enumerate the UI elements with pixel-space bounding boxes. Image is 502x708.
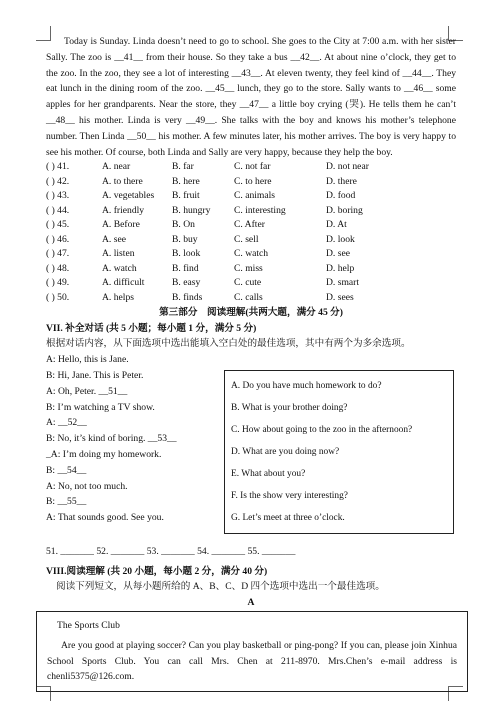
- sports-club-title: The Sports Club: [57, 619, 120, 631]
- option-choice: C. After: [234, 219, 265, 231]
- section-eight-instructions: 阅读下列短文，从每小题所给的 A、B、C、D 四个选项中选出一个最佳选项。: [56, 581, 385, 593]
- option-choice: C. to here: [234, 175, 272, 187]
- answer-line: 51. _______ 52. _______ 53. _______ 54. _______ 55. _______: [46, 546, 296, 558]
- option-choice: C. watch: [234, 248, 269, 260]
- option-choice: B. find: [172, 262, 199, 274]
- question-number: ( ) 50.: [46, 291, 70, 303]
- option-choice: D. not near: [326, 161, 369, 173]
- dialogue-line: B: No, it’s kind of boring. __53__: [46, 433, 177, 445]
- option-choice: D. boring: [326, 204, 363, 216]
- option-choice: A. listen: [102, 248, 135, 260]
- option-choice: A. helps: [102, 291, 134, 303]
- option-row: [46, 160, 456, 175]
- option-row: [46, 218, 456, 233]
- option-row: [46, 262, 456, 277]
- dialogue-line: B: I’m watching a TV show.: [46, 401, 155, 413]
- dialogue-line: B: Hi, Jane. This is Peter.: [46, 369, 144, 381]
- option-choice: D. see: [326, 248, 350, 260]
- choice-option: A. Do you have much homework to do?: [231, 381, 382, 392]
- option-choice: B. buy: [172, 233, 198, 245]
- option-row: [46, 291, 456, 306]
- dialogue-line: A: __52__: [46, 417, 87, 429]
- option-choice: D. At: [326, 219, 347, 231]
- section-eight-title: VIII.阅读理解 (共 20 小题，每小题 2 分，满分 40 分): [46, 566, 268, 578]
- option-choice: C. miss: [234, 262, 263, 274]
- dialogue-line: A: No, not too much.: [46, 480, 128, 492]
- question-number: ( ) 43.: [46, 190, 70, 202]
- dialogue-line: B: __55__: [46, 496, 87, 508]
- question-number: ( ) 44.: [46, 204, 70, 216]
- option-row: [46, 204, 456, 219]
- option-choice: D. smart: [326, 277, 360, 289]
- option-choice: C. animals: [234, 190, 276, 202]
- option-choice: B. On: [172, 219, 195, 231]
- option-choice: B. fruit: [172, 190, 200, 202]
- option-choice: A. Before: [102, 219, 140, 231]
- choice-option: G. Let’s meet at three o’clock.: [231, 513, 345, 524]
- option-choice: B. hungry: [172, 204, 211, 216]
- option-choice: D. help: [326, 262, 355, 274]
- option-choice: D. food: [326, 190, 356, 202]
- section-seven-title: VII. 补全对话 (共 5 小题；每小题 1 分，满分 5 分): [46, 323, 257, 335]
- option-choice: A. watch: [102, 262, 137, 274]
- option-choice: C. cute: [234, 277, 262, 289]
- choice-option: E. What about you?: [231, 469, 306, 480]
- dialogue-line: B: __54__: [46, 464, 87, 476]
- dialogue-area: [46, 352, 456, 564]
- question-number: ( ) 42.: [46, 175, 70, 187]
- question-number: ( ) 45.: [46, 219, 70, 231]
- option-row: [46, 247, 456, 262]
- question-number: ( ) 47.: [46, 248, 70, 260]
- option-choice: C. sell: [234, 233, 259, 245]
- question-number: ( ) 48.: [46, 262, 70, 274]
- choice-option: B. What is your brother doing?: [231, 403, 348, 414]
- question-number: ( ) 41.: [46, 161, 70, 173]
- choice-option: F. Is the show very interesting?: [231, 491, 348, 502]
- option-choice: B. finds: [172, 291, 203, 303]
- option-choice: B. easy: [172, 277, 201, 289]
- section-seven-instructions: 根据对话内容，从下面选项中选出能填入空白处的最佳选项，其中有两个为多余选项。: [46, 338, 411, 350]
- dialogue-line: A: That sounds good. See you.: [46, 512, 164, 524]
- choices-box: [224, 370, 454, 534]
- choice-option: D. What are you doing now?: [231, 447, 340, 458]
- exam-page: [46, 34, 457, 683]
- option-row: [46, 233, 456, 248]
- dialogue-line: A: Oh, Peter. __51__: [46, 385, 128, 397]
- option-choice: B. far: [172, 161, 194, 173]
- option-choice: A. difficult: [102, 277, 145, 289]
- option-choice: C. calls: [234, 291, 263, 303]
- cloze-options: [46, 160, 456, 305]
- dialogue: [46, 352, 226, 526]
- option-choice: D. there: [326, 175, 357, 187]
- option-row: [46, 276, 456, 291]
- cloze-passage: Today is Sunday. Linda doesn’t need to go to school. She goes to the City at 7:00 a.m. with her sister Sally. The zoo is __41__ from their house. So they take a bus __42__. At about nine o’clock, they get to the zoo. In the zoo, they see a lot of interesting __43__. At eleven twenty, they feel kind of __44__. They eat lunch in the dining room of the zoo. __45__ lunch, they go to the store. Sally wants to __46__ some apples for her grandparents. Near the store, they __47__ a little boy crying (哭). He tells them he can’t __48__ his mother. Linda is very __49__. She talks with the boy and knows his mother’s telephone number. Then Linda __50__ his mother. A few minutes later, his mother arrives. The boy is very happy to see his mother. Of course, both Linda and Sally are very happy, because they help the boy.: [46, 36, 456, 158]
- question-number: ( ) 49.: [46, 277, 70, 289]
- choice-option: C. How about going to the zoo in the afternoon?: [231, 425, 413, 436]
- option-row: [46, 175, 456, 190]
- dialogue-line: A: Hello, this is Jane.: [46, 354, 129, 366]
- option-choice: B. here: [172, 175, 200, 187]
- part-three-heading: 第三部分 阅读理解(共两大题，满分 45 分): [159, 307, 343, 319]
- option-choice: C. not far: [234, 161, 271, 173]
- option-choice: A. friendly: [102, 204, 145, 216]
- passage-letter: A: [247, 596, 255, 608]
- option-choice: A. near: [102, 161, 131, 173]
- option-choice: A. vegetables: [102, 190, 155, 202]
- sports-club-box: [36, 611, 468, 692]
- option-row: [46, 189, 456, 204]
- option-choice: D. look: [326, 233, 355, 245]
- option-choice: C. interesting: [234, 204, 286, 216]
- option-choice: B. look: [172, 248, 201, 260]
- question-number: ( ) 46.: [46, 233, 70, 245]
- option-choice: D. sees: [326, 291, 354, 303]
- sports-club-text: Are you good at playing soccer? Can you play basketball or ping-pong? If you can, please join Xinhua School Sports Club. You can call Mrs. Chen at 211-8970. Mrs.Chen’s e-mail address is chenli5375@126.com.: [47, 639, 457, 683]
- option-choice: A. to there: [102, 175, 143, 187]
- option-choice: A. see: [102, 233, 126, 245]
- dialogue-line: _A: I’m doing my homework.: [46, 448, 162, 460]
